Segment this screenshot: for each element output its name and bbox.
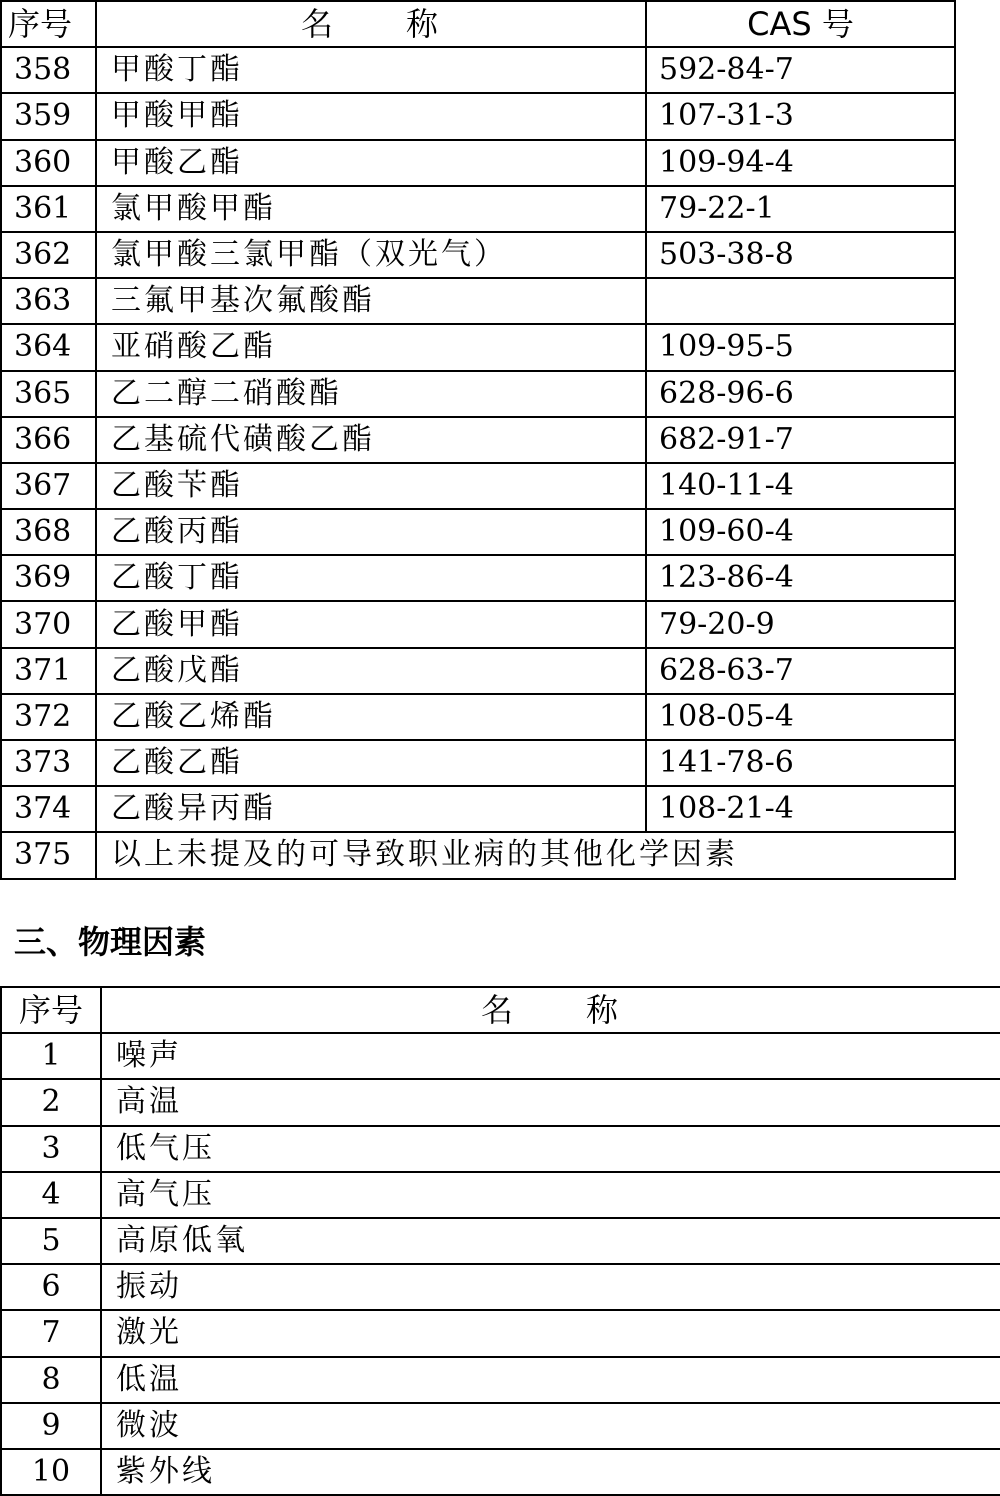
table-header-row — [1, 987, 1000, 1033]
serial-number-cell: 368 — [1, 509, 96, 555]
chemical-name-cell: 乙酸丁酯 — [96, 555, 646, 601]
cas-number-cell — [646, 278, 955, 324]
serial-number-cell: 362 — [1, 232, 96, 278]
chemical-name-cell: 乙二醇二硝酸酯 — [96, 371, 646, 417]
physical-factor-name-cell: 激光 — [101, 1310, 1000, 1356]
table-row — [1, 93, 955, 139]
physical-factor-name-cell: 高气压 — [101, 1172, 1000, 1218]
table-header-row — [1, 1, 955, 47]
cas-number-cell: 141-78-6 — [646, 740, 955, 786]
physical-factor-name-cell: 噪声 — [101, 1033, 1000, 1079]
table-row — [1, 1357, 1000, 1403]
chemical-name-cell: 以上未提及的可导致职业病的其他化学因素 — [96, 832, 955, 878]
header-cas-number: CAS 号 — [646, 1, 955, 47]
table-row — [1, 1172, 1000, 1218]
serial-number-cell: 359 — [1, 93, 96, 139]
serial-number-cell: 1 — [1, 1033, 101, 1079]
serial-number-cell: 363 — [1, 278, 96, 324]
section-heading-physical-factors: 三、物理因素 — [14, 923, 207, 961]
table-row — [1, 648, 955, 694]
chemical-name-cell: 乙酸丙酯 — [96, 509, 646, 555]
serial-number-cell: 371 — [1, 648, 96, 694]
header-name: 名 称 — [101, 987, 1000, 1033]
cas-number-cell: 79-20-9 — [646, 601, 955, 647]
serial-number-cell: 364 — [1, 324, 96, 370]
cas-number-cell: 628-63-7 — [646, 648, 955, 694]
physical-factor-name-cell: 低温 — [101, 1357, 1000, 1403]
serial-number-cell: 375 — [1, 832, 96, 878]
serial-number-cell: 361 — [1, 186, 96, 232]
chemical-name-cell: 乙酸苄酯 — [96, 463, 646, 509]
cas-number-cell: 140-11-4 — [646, 463, 955, 509]
table-row — [1, 186, 955, 232]
serial-number-cell: 6 — [1, 1264, 101, 1310]
serial-number-cell: 7 — [1, 1310, 101, 1356]
chemical-name-cell: 乙酸异丙酯 — [96, 786, 646, 832]
physical-factor-name-cell: 高原低氧 — [101, 1218, 1000, 1264]
header-serial-number: 序号 — [1, 987, 101, 1033]
chemical-name-cell: 三氟甲基次氟酸酯 — [96, 278, 646, 324]
table-row — [1, 1403, 1000, 1449]
serial-number-cell: 358 — [1, 47, 96, 93]
serial-number-cell: 10 — [1, 1449, 101, 1495]
cas-number-cell: 109-60-4 — [646, 509, 955, 555]
chemical-name-cell: 乙酸戊酯 — [96, 648, 646, 694]
table-row — [1, 324, 955, 370]
serial-number-cell: 2 — [1, 1079, 101, 1125]
table-row — [1, 1310, 1000, 1356]
table-row — [1, 1449, 1000, 1495]
table-row — [1, 601, 955, 647]
serial-number-cell: 8 — [1, 1357, 101, 1403]
header-serial-number: 序号 — [1, 1, 96, 47]
table-row — [1, 1218, 1000, 1264]
serial-number-cell: 5 — [1, 1218, 101, 1264]
physical-factor-name-cell: 高温 — [101, 1079, 1000, 1125]
cas-number-cell: 628-96-6 — [646, 371, 955, 417]
chemical-name-cell: 甲酸丁酯 — [96, 47, 646, 93]
serial-number-cell: 9 — [1, 1403, 101, 1449]
serial-number-cell: 365 — [1, 371, 96, 417]
table-row — [1, 463, 955, 509]
cas-number-cell: 107-31-3 — [646, 93, 955, 139]
table-row — [1, 232, 955, 278]
chemical-name-cell: 氯甲酸甲酯 — [96, 186, 646, 232]
cas-number-cell: 592-84-7 — [646, 47, 955, 93]
chemical-name-cell: 氯甲酸三氯甲酯（双光气） — [96, 232, 646, 278]
serial-number-cell: 370 — [1, 601, 96, 647]
serial-number-cell: 367 — [1, 463, 96, 509]
cas-number-cell: 108-05-4 — [646, 694, 955, 740]
serial-number-cell: 360 — [1, 140, 96, 186]
table-row — [1, 1079, 1000, 1125]
serial-number-cell: 4 — [1, 1172, 101, 1218]
cas-number-cell: 682-91-7 — [646, 417, 955, 463]
table-row — [1, 694, 955, 740]
physical-factor-name-cell: 振动 — [101, 1264, 1000, 1310]
table-row — [1, 371, 955, 417]
table-row — [1, 1126, 1000, 1172]
serial-number-cell: 372 — [1, 694, 96, 740]
chemical-name-cell: 乙酸乙烯酯 — [96, 694, 646, 740]
cas-number-cell: 108-21-4 — [646, 786, 955, 832]
cas-number-cell: 109-95-5 — [646, 324, 955, 370]
table-row — [1, 555, 955, 601]
table-row — [1, 278, 955, 324]
table-row — [1, 509, 955, 555]
table-row — [1, 1264, 1000, 1310]
serial-number-cell: 3 — [1, 1126, 101, 1172]
chemical-name-cell: 乙酸乙酯 — [96, 740, 646, 786]
serial-number-cell: 374 — [1, 786, 96, 832]
table-row — [1, 1033, 1000, 1079]
serial-number-cell: 369 — [1, 555, 96, 601]
table-row — [1, 47, 955, 93]
cas-number-cell: 109-94-4 — [646, 140, 955, 186]
chemical-name-cell: 乙基硫代磺酸乙酯 — [96, 417, 646, 463]
cas-number-cell: 503-38-8 — [646, 232, 955, 278]
chemical-name-cell: 亚硝酸乙酯 — [96, 324, 646, 370]
table-row — [1, 140, 955, 186]
table-row — [1, 832, 955, 878]
physical-factor-name-cell: 紫外线 — [101, 1449, 1000, 1495]
chemical-name-cell: 乙酸甲酯 — [96, 601, 646, 647]
cas-number-cell: 123-86-4 — [646, 555, 955, 601]
serial-number-cell: 366 — [1, 417, 96, 463]
physical-factor-name-cell: 微波 — [101, 1403, 1000, 1449]
physical-factors-table — [0, 986, 1000, 1496]
header-name: 名 称 — [96, 1, 646, 47]
table-row — [1, 786, 955, 832]
table-row — [1, 417, 955, 463]
table-row — [1, 740, 955, 786]
serial-number-cell: 373 — [1, 740, 96, 786]
chemical-name-cell: 甲酸甲酯 — [96, 93, 646, 139]
physical-factor-name-cell: 低气压 — [101, 1126, 1000, 1172]
cas-number-cell: 79-22-1 — [646, 186, 955, 232]
chemical-name-cell: 甲酸乙酯 — [96, 140, 646, 186]
